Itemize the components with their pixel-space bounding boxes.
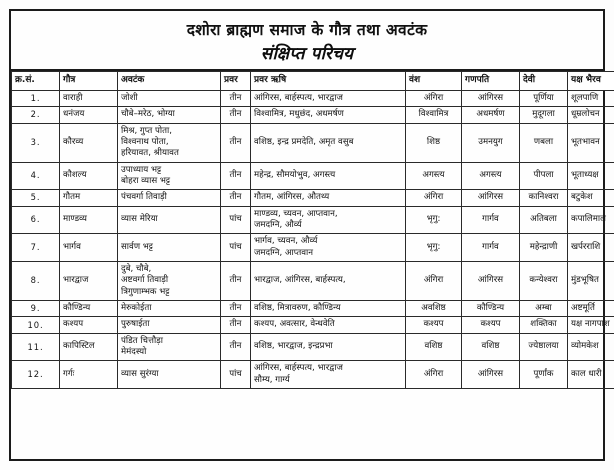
table-header: [12, 72, 614, 91]
cell-devi: णबला: [520, 123, 568, 162]
cell-rishi: गौतम, आंगिरस, औतथ्य: [251, 190, 406, 206]
table-row: [12, 234, 614, 262]
cell-ganpati: आंगिरस: [462, 361, 520, 389]
table-row: [12, 107, 614, 123]
cell-sno: 11.: [12, 333, 60, 361]
table-row: [12, 90, 614, 106]
cell-devi: मुदूगला: [520, 107, 568, 123]
cell-pravar: तीन: [221, 190, 251, 206]
cell-devi: शक्तिका: [520, 317, 568, 333]
cell-sno: 10.: [12, 317, 60, 333]
cell-lines: [121, 264, 217, 298]
cell-avatank: चौबे–मरेठ, भोग्या: [118, 107, 221, 123]
cell-gotra: भारद्वाज: [60, 262, 118, 301]
cell-lines: [121, 165, 217, 188]
cell-avatank: पुरुषाईता: [118, 317, 221, 333]
cell-yaksh: भूतभावन: [568, 123, 614, 162]
table-row: [12, 162, 614, 190]
cell-pravar: पांच: [221, 361, 251, 389]
cell-ganpati: आंगिरस: [462, 262, 520, 301]
cell-devi: पूर्णांक: [520, 361, 568, 389]
cell-vansh: विश्वामित्र: [406, 107, 462, 123]
cell-pravar: तीन: [221, 162, 251, 190]
cell-ganpati: उमनयुग: [462, 123, 520, 162]
cell-line: मिश्र, गुप्त पोता,: [121, 125, 172, 136]
table-row: [12, 190, 614, 206]
cell-sno: 12.: [12, 361, 60, 389]
cell-yaksh: अष्टमूर्ति: [568, 301, 614, 317]
cell-line: आंगिरस, बार्हस्पत्य, भारद्वाज: [254, 363, 343, 374]
cell-gotra: धनंजय: [60, 107, 118, 123]
column-header-vansh: वंश: [406, 72, 462, 91]
cell-yaksh: शूलपाणि: [568, 90, 614, 106]
cell-devi: कन्येश्वरा: [520, 262, 568, 301]
column-header-devi: देवी: [520, 72, 568, 91]
page-subtitle: संक्षिप्त परिचय: [260, 43, 354, 64]
cell-sno: 6.: [12, 206, 60, 234]
cell-gotra: कौशल्य: [60, 162, 118, 190]
cell-yaksh: काल धारी: [568, 361, 614, 389]
cell-avatank: पंचवर्गा तिवाड़ी: [118, 190, 221, 206]
cell-line: जमदग्नि, और्व्य: [254, 219, 302, 230]
cell-ganpati: गार्गव: [462, 206, 520, 234]
cell-yaksh: धूम्रलोचन: [568, 107, 614, 123]
cell-sno: 3.: [12, 123, 60, 162]
cell-ganpati: वशिष्ठ: [462, 333, 520, 361]
cell-line: बोहरा व्यास भट्ट: [121, 175, 171, 186]
cell-gotra: माण्डव्य: [60, 206, 118, 234]
cell-ganpati: अधमर्षण: [462, 107, 520, 123]
cell-avatank: [118, 262, 221, 301]
cell-line: भार्गव, च्यवन, और्व्य: [254, 236, 318, 247]
cell-rishi: महेन्द्र, सौमयोभुव, अगस्त्य: [251, 162, 406, 190]
cell-line: पंडित चित्तौड़ा: [121, 335, 164, 346]
cell-line: उपाध्याय भट्ट: [121, 164, 162, 175]
cell-sno: 9.: [12, 301, 60, 317]
cell-vansh: शिष्ठ: [406, 123, 462, 162]
cell-avatank: सार्वण भट्ट: [118, 234, 221, 262]
cell-vansh: अगस्त्य: [406, 162, 462, 190]
cell-rishi: वशिष्ठ, भारद्वाज, इन्द्रप्रभा: [251, 333, 406, 361]
cell-ganpati: अगस्त्य: [462, 162, 520, 190]
cell-line: त्रिगुणाम्भक भट्ट: [121, 286, 170, 297]
cell-sno: 2.: [12, 107, 60, 123]
cell-ganpati: गार्गव: [462, 234, 520, 262]
header-row: [12, 72, 614, 91]
table-row: [12, 206, 614, 234]
cell-sno: 8.: [12, 262, 60, 301]
cell-pravar: तीन: [221, 262, 251, 301]
cell-rishi: [251, 361, 406, 389]
cell-devi: पीपला: [520, 162, 568, 190]
cell-pravar: तीन: [221, 317, 251, 333]
table-row: [12, 301, 614, 317]
cell-ganpati: कौण्डिन्य: [462, 301, 520, 317]
cell-vansh: अंगिरा: [406, 361, 462, 389]
title-block: [11, 11, 603, 71]
cell-yaksh: खर्परराशि: [568, 234, 614, 262]
column-header-rishi: प्रवर ऋषि: [251, 72, 406, 91]
table-row: [12, 317, 614, 333]
cell-lines: [254, 363, 402, 386]
cell-gotra: गौतम: [60, 190, 118, 206]
cell-yaksh: भूताध्यक्ष: [568, 162, 614, 190]
cell-lines: [121, 126, 217, 160]
cell-avatank: मेरुकोईता: [118, 301, 221, 317]
table-row: [12, 123, 614, 162]
gotra-avatank-table: [11, 71, 614, 389]
cell-vansh: अवशिष्ठ: [406, 301, 462, 317]
cell-devi: अतिबला: [520, 206, 568, 234]
cell-line: जमदग्नि, आप्तवान: [254, 247, 314, 258]
cell-rishi: वशिष्ठ, मित्रावरुण, कौण्डिन्य: [251, 301, 406, 317]
cell-avatank: व्यास सुरंग्या: [118, 361, 221, 389]
cell-yaksh: मुंडभूषित: [568, 262, 614, 301]
cell-devi: अम्बा: [520, 301, 568, 317]
column-header-pravar: प्रवर: [221, 72, 251, 91]
table-row: [12, 262, 614, 301]
column-header-yaksh: यक्ष भैरव: [568, 72, 614, 91]
cell-rishi: विश्वामित्र, मधुछंद, अधमर्षण: [251, 107, 406, 123]
cell-pravar: पांच: [221, 234, 251, 262]
cell-sno: 4.: [12, 162, 60, 190]
column-header-sno: क्र.सं.: [12, 72, 60, 91]
cell-rishi: [251, 206, 406, 234]
cell-yaksh: कपालिमाल: [568, 206, 614, 234]
cell-gotra: गर्गः: [60, 361, 118, 389]
page-title: दशोरा ब्राह्मण समाज के गौत्र तथा अवटंक: [186, 21, 428, 39]
cell-pravar: तीन: [221, 333, 251, 361]
cell-line: माण्डव्य, च्यवन, आप्तवान,: [254, 208, 338, 219]
cell-lines: [121, 336, 217, 359]
cell-avatank: जोशी: [118, 90, 221, 106]
cell-lines: [254, 209, 402, 232]
cell-yaksh: यक्ष नागपाश: [568, 317, 614, 333]
column-header-avatank: अवटंक: [118, 72, 221, 91]
cell-rishi: भारद्वाज, आंगिरस, बार्हस्पत्य,: [251, 262, 406, 301]
cell-line: दुबे, चौबे,: [121, 264, 152, 275]
cell-vansh: भृगु:: [406, 234, 462, 262]
cell-vansh: कश्यप: [406, 317, 462, 333]
cell-gotra: कौण्डिन्य: [60, 301, 118, 317]
cell-gotra: कश्यप: [60, 317, 118, 333]
cell-line: अष्टवर्गा तिवाड़ी: [121, 275, 169, 286]
cell-line: सौम्य, गार्ग्य: [254, 374, 290, 385]
column-header-ganpati: गणपति: [462, 72, 520, 91]
cell-ganpati: आंगिरस: [462, 90, 520, 106]
cell-avatank: [118, 162, 221, 190]
cell-avatank: व्यास मेरिया: [118, 206, 221, 234]
cell-sno: 1.: [12, 90, 60, 106]
cell-sno: 5.: [12, 190, 60, 206]
cell-gotra: वाराही: [60, 90, 118, 106]
cell-devi: पूर्णिया: [520, 90, 568, 106]
cell-rishi: [251, 234, 406, 262]
cell-line: विश्वनाथ पोता,: [121, 136, 169, 147]
cell-rishi: आंगिरस, बार्हस्पत्य, भारद्वाज: [251, 90, 406, 106]
cell-sno: 7.: [12, 234, 60, 262]
cell-vansh: अंगिरा: [406, 190, 462, 206]
cell-devi: महेन्द्राणी: [520, 234, 568, 262]
cell-pravar: तीन: [221, 90, 251, 106]
cell-avatank: [118, 123, 221, 162]
cell-yaksh: बटुकेश: [568, 190, 614, 206]
cell-gotra: कौरव्य: [60, 123, 118, 162]
cell-lines: [254, 236, 402, 259]
cell-devi: कानिश्वरा: [520, 190, 568, 206]
cell-vansh: भृगु:: [406, 206, 462, 234]
cell-gotra: कापिस्टिल: [60, 333, 118, 361]
cell-vansh: वशिष्ठ: [406, 333, 462, 361]
document-sheet: [9, 9, 610, 461]
cell-gotra: भार्गव: [60, 234, 118, 262]
cell-rishi: वशिष्ठ, इन्द्र प्रमदेति, अमृत वसुब: [251, 123, 406, 162]
cell-pravar: तीन: [221, 123, 251, 162]
cell-yaksh: व्योमकेश: [568, 333, 614, 361]
cell-avatank: [118, 333, 221, 361]
cell-pravar: तीन: [221, 107, 251, 123]
table-body: [12, 90, 614, 388]
cell-rishi: कश्यप, अवत्सार, वेन्धवेति: [251, 317, 406, 333]
table-row: [12, 333, 614, 361]
cell-devi: ज्येष्ठालया: [520, 333, 568, 361]
column-header-gotra: गौत्र: [60, 72, 118, 91]
cell-vansh: अंगिरा: [406, 90, 462, 106]
cell-ganpati: आंगिरस: [462, 190, 520, 206]
cell-line: हरियावत, श्रीयावत: [121, 148, 179, 159]
cell-vansh: अंगिरा: [406, 262, 462, 301]
cell-line: मेमंदस्यो: [121, 347, 147, 358]
cell-pravar: पांच: [221, 206, 251, 234]
table-row: [12, 361, 614, 389]
cell-ganpati: कश्यप: [462, 317, 520, 333]
cell-pravar: तीन: [221, 301, 251, 317]
